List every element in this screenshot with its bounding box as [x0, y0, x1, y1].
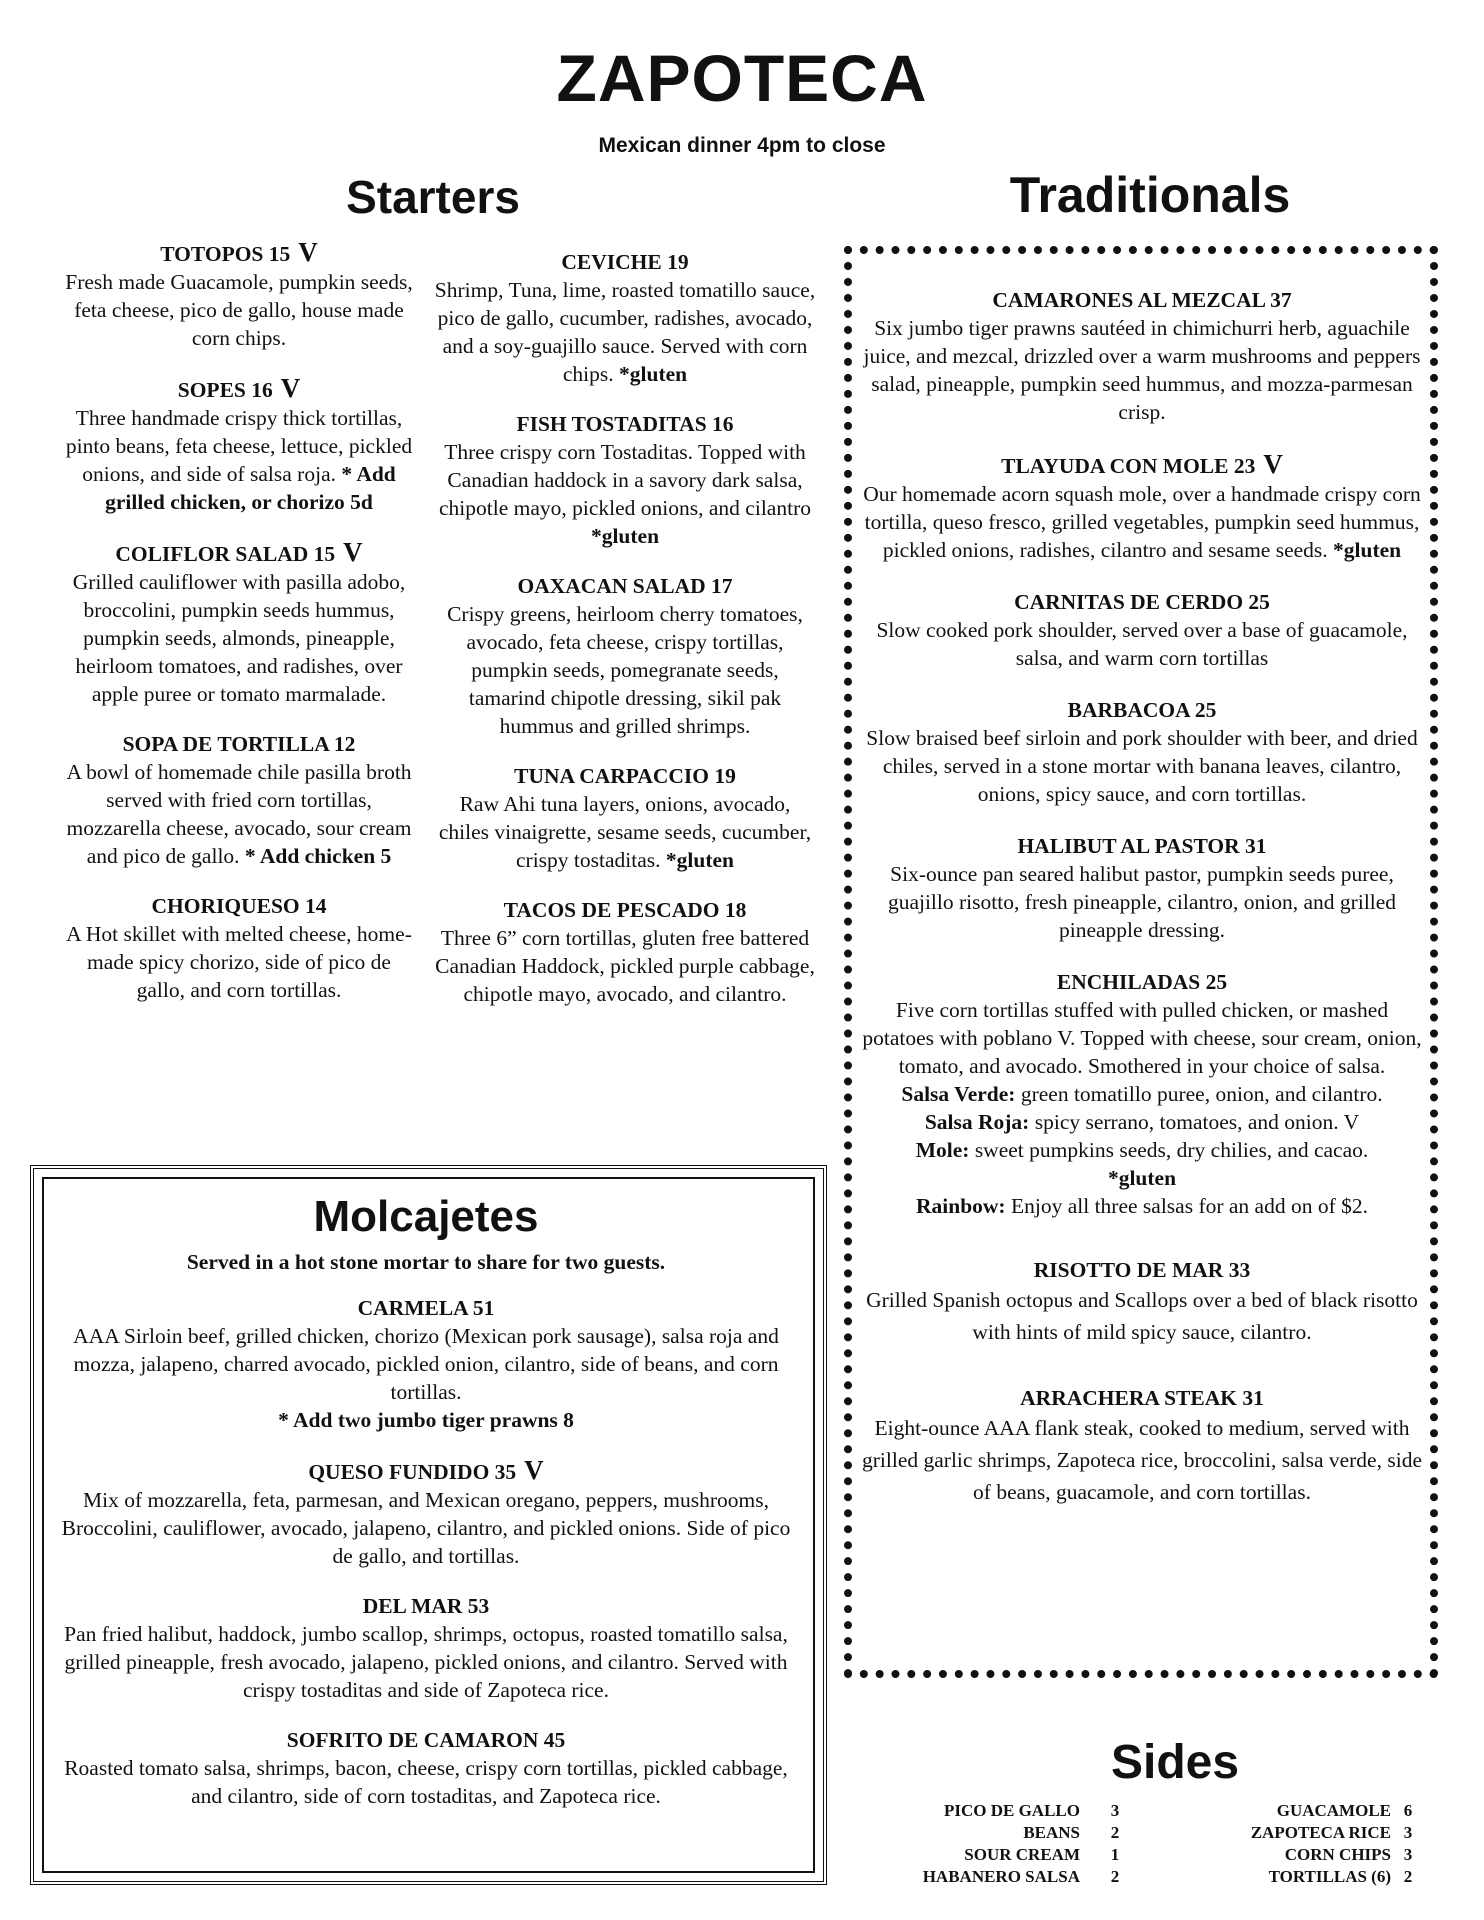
item-title: OAXACAN SALAD 17 [517, 574, 733, 598]
sides-left-list [880, 1800, 1150, 1888]
item-title: COLIFLOR SALAD 15 [115, 542, 336, 566]
item-title: CHORIQUESO 14 [151, 894, 327, 918]
traditionals-column [862, 286, 1422, 1532]
salsa-label: Mole: [915, 1138, 970, 1162]
side-name: ZAPOTECA RICE [1250, 1823, 1391, 1842]
salsa-label: Salsa Verde: [901, 1082, 1016, 1106]
side-item [880, 1800, 1150, 1822]
menu-item-sofrito-de-camaron [56, 1726, 796, 1810]
side-name: GUACAMOLE [1276, 1801, 1391, 1820]
salsa-option [862, 1192, 1422, 1220]
menu-item-carmela [56, 1294, 796, 1434]
item-addon: * Add grilled chicken, or chorizo 5d [105, 462, 396, 514]
side-price: 1 [1110, 1845, 1120, 1864]
vegetarian-mark: V [1263, 449, 1283, 479]
item-description: Fresh made Guacamole, pumpkin seeds, feta cheese, pico de gallo, house made corn chips. [65, 270, 413, 350]
side-name: CORN CHIPS [1284, 1845, 1391, 1864]
item-description: AAA Sirloin beef, grilled chicken, chorizo (Mexican pork sausage), salsa roja and mozza, jalapeno, charred avocado, pickled onion, cilantro, side of beans, and corn tortillas. [73, 1324, 779, 1404]
vegetarian-mark: V [280, 373, 301, 403]
item-description: Slow braised beef sirloin and pork shoulder with beer, and dried chiles, served in a stone mortar with banana leaves, cilantro, onions, spicy sauce, and corn tortillas. [866, 726, 1418, 806]
item-description: Three 6” corn tortillas, gluten free battered Canadian Haddock, pickled purple cabbage, chipotle mayo, avocado, and cilantro. [435, 926, 815, 1006]
item-title: HALIBUT AL PASTOR 31 [1017, 834, 1267, 858]
item-title: SOPES 16 [177, 378, 273, 402]
menu-item-enchiladas [862, 968, 1422, 1220]
item-description: Grilled Spanish octopus and Scallops over a bed of black risotto with hints of mild spicy sauce, cilantro. [866, 1288, 1418, 1344]
vegetarian-mark: V [298, 237, 318, 267]
gluten-note: *gluten [665, 848, 734, 872]
gluten-note: *gluten [1107, 1166, 1177, 1190]
menu-item-oaxacan-salad [432, 572, 818, 740]
menu-item-halibut-al-pastor [862, 832, 1422, 944]
item-description: Raw Ahi tuna layers, onions, avocado, chiles vinaigrette, sesame seeds, cucumber, crispy tostaditas. [438, 792, 812, 872]
salsa-option [862, 1136, 1422, 1164]
item-addon: * Add chicken 5 [244, 844, 392, 868]
item-title: CARMELA 51 [357, 1296, 495, 1320]
side-name: TORTILLAS (6) [1268, 1867, 1391, 1886]
side-item [880, 1844, 1150, 1866]
side-item [1180, 1800, 1425, 1822]
menu-item-queso-fundido [56, 1456, 796, 1570]
item-title: SOFRITO DE CAMARON 45 [286, 1728, 566, 1752]
item-title: TUNA CARPACCIO 19 [514, 764, 736, 788]
item-title: BARBACOA 25 [1067, 698, 1217, 722]
gluten-note: *gluten [590, 524, 660, 548]
item-title: ARRACHERA STEAK 31 [1020, 1386, 1264, 1410]
side-price: 3 [1403, 1823, 1413, 1842]
side-name: BEANS [1023, 1823, 1080, 1842]
menu-item-coliflor-salad [64, 538, 414, 708]
vegetarian-mark: V [343, 537, 363, 567]
gluten-note: *gluten [619, 362, 688, 386]
side-item [1180, 1866, 1425, 1888]
item-title: RISOTTO DE MAR 33 [1033, 1258, 1251, 1282]
sides-heading: Sides [1110, 1736, 1240, 1789]
item-description: Pan fried halibut, haddock, jumbo scallop, shrimps, octopus, roasted tomatillo salsa, grilled pineapple, fresh avocado, jalapeno, pickled onions, and cilantro. Served with crispy tostaditas and side of Zapoteca rice. [64, 1622, 788, 1702]
salsa-label: Rainbow: [915, 1194, 1006, 1218]
salsa-option [862, 1164, 1422, 1192]
item-description: Three handmade crispy thick tortillas, pinto beans, feta cheese, lettuce, pickled onions, and side of salsa roja. [65, 406, 413, 486]
item-description: Mix of mozzarella, feta, parmesan, and Mexican oregano, peppers, mushrooms, Broccolini, cauliflower, avocado, jalapeno, cilantro, and pickled onions. Side of pico de gallo, and tortillas. [61, 1488, 791, 1568]
salsa-option [862, 1108, 1422, 1136]
side-name: PICO DE GALLO [943, 1801, 1080, 1820]
menu-item-tuna-carpaccio [432, 762, 818, 874]
side-price: 2 [1110, 1823, 1120, 1842]
salsa-label: Salsa Roja: [924, 1110, 1030, 1134]
side-item [1180, 1844, 1425, 1866]
item-title: DEL MAR 53 [362, 1594, 490, 1618]
menu-item-arrachera-steak [862, 1384, 1422, 1508]
salsa-text: green tomatillo puree, onion, and cilantro. [1020, 1082, 1383, 1106]
menu-item-sopes [64, 374, 414, 516]
item-title: CARNITAS DE CERDO 25 [1014, 590, 1270, 614]
item-description: Three crispy corn Tostaditas. Topped with Canadian haddock in a savory dark salsa, chipotle mayo, pickled onions, and cilantro [439, 440, 811, 520]
item-title: CEVICHE 19 [561, 250, 689, 274]
side-price: 3 [1110, 1801, 1120, 1820]
item-description: Slow cooked pork shoulder, served over a base of guacamole, salsa, and warm corn tortillas [876, 618, 1408, 670]
item-title: TACOS DE PESCADO 18 [503, 898, 747, 922]
traditionals-heading: Traditionals [1009, 167, 1291, 223]
item-title: TOTOPOS 15 [160, 242, 291, 266]
side-name: HABANERO SALSA [922, 1867, 1080, 1886]
menu-item-sopa-de-tortilla [64, 730, 414, 870]
menu-item-fish-tostaditas [432, 410, 818, 550]
menu-item-tacos-de-pescado [432, 896, 818, 1008]
side-item [880, 1866, 1150, 1888]
molcajetes-column [56, 1190, 796, 1832]
item-title: QUESO FUNDIDO 35 [308, 1460, 517, 1484]
item-description: Our homemade acorn squash mole, over a handmade crispy corn tortilla, queso fresco, grilled vegetables, pumpkin seed hummus, pickled onions, radishes, cilantro and sesame seeds. [863, 482, 1421, 562]
molcajetes-subheading: Served in a hot stone mortar to share for two guests. [186, 1250, 666, 1274]
salsa-option [862, 1080, 1422, 1108]
restaurant-title: ZAPOTECA [556, 41, 928, 115]
menu-item-del-mar [56, 1592, 796, 1704]
item-description: Six-ounce pan seared halibut pastor, pumpkin seeds puree, guajillo risotto, fresh pineapple, cilantro, onion, and grilled pineapple dressing. [887, 862, 1397, 942]
menu-item-barbacoa [862, 696, 1422, 808]
item-title: TLAYUDA CON MOLE 23 [1001, 454, 1256, 478]
menu-item-choriqueso [64, 892, 414, 1004]
item-description: Eight-ounce AAA flank steak, cooked to medium, served with grilled garlic shrimps, Zapoteca rice, broccolini, salsa verde, side of beans, guacamole, and corn tortillas. [862, 1416, 1422, 1504]
vegetarian-mark: V [524, 1455, 544, 1485]
sides-right-list [1180, 1800, 1425, 1888]
item-description: A bowl of homemade chile pasilla broth served with fried corn tortillas, mozzarella cheese, avocado, sour cream and pico de gallo. [66, 760, 412, 868]
item-description: Five corn tortillas stuffed with pulled chicken, or mashed potatoes with poblano V. Topped with cheese, sour cream, onion, tomato, and avocado. Smothered in your choice of salsa. [862, 998, 1422, 1078]
item-title: ENCHILADAS 25 [1056, 970, 1228, 994]
side-item [880, 1822, 1150, 1844]
starters-heading: Starters [346, 171, 520, 223]
menu-item-ceviche [432, 248, 818, 388]
side-price: 6 [1403, 1801, 1413, 1820]
salsa-text: Enjoy all three salsas for an add on of $2. [1010, 1194, 1369, 1218]
menu-item-tlayuda-con-mole [862, 450, 1422, 564]
item-description: Roasted tomato salsa, shrimps, bacon, cheese, crispy corn tortillas, pickled cabbage, and cilantro, side of corn tostaditas, and Zapoteca rice. [64, 1756, 788, 1808]
item-description: Six jumbo tiger prawns sautéed in chimichurri herb, aguachile juice, and mezcal, drizzled over a warm mushrooms and peppers salad, pineapple, pumpkin seed hummus, and mozza-parmesan crisp. [863, 316, 1421, 424]
side-item [1180, 1822, 1425, 1844]
menu-item-totopos [64, 238, 414, 352]
menu-item-camarones-al-mezcal [862, 286, 1422, 426]
side-price: 2 [1110, 1867, 1120, 1886]
item-description: Shrimp, Tuna, lime, roasted tomatillo sauce, pico de gallo, cucumber, radishes, avocado, and a soy-guajillo sauce. Served with corn chips. [434, 278, 816, 386]
hours-subtitle: Mexican dinner 4pm to close [598, 134, 886, 157]
item-description: Grilled cauliflower with pasilla adobo, broccolini, pumpkin seeds hummus, pumpkin seeds, almonds, pineapple, heirloom tomatoes, and radishes, over apple puree or tomato marmalade. [72, 570, 406, 706]
item-title: CAMARONES AL MEZCAL 37 [992, 288, 1292, 312]
item-addon: * Add two jumbo tiger prawns 8 [278, 1408, 574, 1432]
item-description: Crispy greens, heirloom cherry tomatoes, avocado, feta cheese, crispy tortillas, pumpkin seeds, pomegranate seeds, tamarind chipotle dressing, sikil pak hummus and grilled shrimps. [447, 602, 803, 738]
salsa-text: spicy serrano, tomatoes, and onion. V [1034, 1110, 1360, 1134]
salsa-text: sweet pumpkins seeds, dry chilies, and cacao. [974, 1138, 1369, 1162]
item-description: A Hot skillet with melted cheese, home-made spicy chorizo, side of pico de gallo, and corn tortillas. [66, 922, 412, 1002]
item-title: FISH TOSTADITAS 16 [516, 412, 734, 436]
side-price: 3 [1403, 1845, 1413, 1864]
side-price: 2 [1403, 1867, 1413, 1886]
item-title: SOPA DE TORTILLA 12 [122, 732, 356, 756]
starters-left-column [64, 238, 414, 1026]
gluten-note: *gluten [1333, 538, 1402, 562]
side-name: SOUR CREAM [964, 1845, 1080, 1864]
menu-item-risotto-de-mar [862, 1256, 1422, 1348]
menu-item-carnitas-de-cerdo [862, 588, 1422, 672]
molcajetes-heading: Molcajetes [313, 1192, 539, 1241]
starters-right-column [432, 248, 818, 1030]
